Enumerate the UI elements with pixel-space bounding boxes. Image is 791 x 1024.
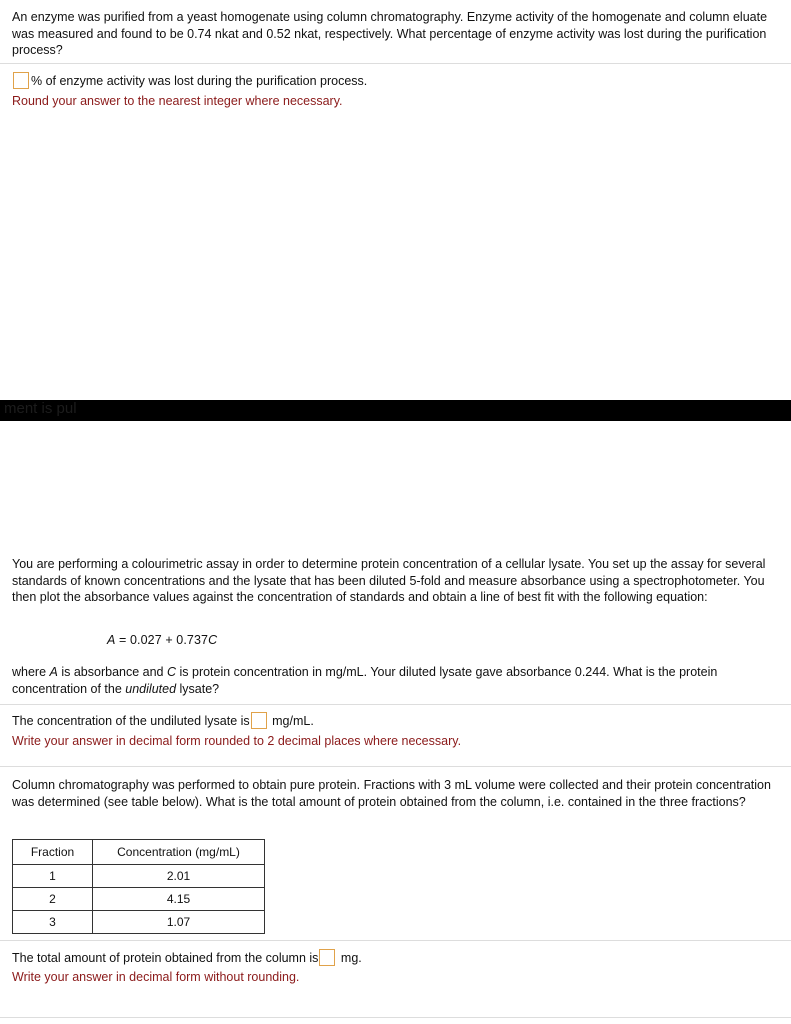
where-var-a: A: [49, 665, 58, 679]
table-header-concentration: Concentration (mg/mL): [93, 840, 265, 865]
band-ghost-text: ment is pul: [4, 400, 77, 417]
question-2-answer-line: [12, 712, 314, 730]
where-var-c: C: [166, 665, 177, 679]
question-2-hint: Write your answer in decimal form rounded to 2 decimal places where necessary.: [12, 734, 462, 748]
total-protein-answer-input[interactable]: [319, 949, 335, 966]
divider: [0, 704, 791, 705]
table-cell: 1.07: [93, 911, 265, 934]
where-part-1: where: [12, 665, 50, 679]
table-cell: 3: [13, 911, 93, 934]
percent-answer-input[interactable]: [13, 72, 29, 89]
divider: [0, 63, 791, 64]
question-2-text: You are performing a colourimetric assay in order to determine protein concentration of a cellular lysate. You set up the assay for several standards of known concentrations and the lysate that has been diluted 5-fold and measure absorbance using a spectrophotometer. You then plot the absorbance values against the concentration of standards and obtain a line of best fit with the following equation:: [12, 557, 766, 604]
table-cell: 2.01: [93, 865, 265, 888]
table-cell: 2: [13, 888, 93, 911]
table-row: [13, 911, 265, 934]
where-undiluted: undiluted: [125, 681, 177, 696]
divider: [0, 766, 791, 767]
question-1-text: An enzyme was purified from a yeast homogenate using column chromatography. Enzyme activity of the homogenate and column eluate was measured and found to be 0.74 nkat and 0.52 nkat, respectively. What percentage of enzyme activity was lost during the purification process?: [12, 10, 768, 57]
question-2-where-text: [12, 664, 782, 697]
black-separator-band: [0, 400, 791, 421]
divider: [0, 940, 791, 941]
question-3-answer-suffix: mg.: [340, 951, 362, 965]
question-3-text: Column chromatography was performed to obtain pure protein. Fractions with 3 mL volume were collected and their protein concentration was determined (see table below). What is the total amount of protein obtained from the column, i.e. contained in the three fractions?: [12, 778, 771, 809]
line-equation: [107, 633, 217, 647]
question-2-answer-prefix: The concentration of the undiluted lysate is: [12, 714, 250, 728]
question-3-answer-prefix: The total amount of protein obtained from the column is: [12, 951, 319, 965]
question-1-hint: Round your answer to the nearest integer where necessary.: [12, 94, 343, 108]
divider: [0, 1017, 791, 1018]
where-part-4: lysate?: [176, 681, 220, 696]
equation-lhs: A: [107, 633, 116, 647]
table-cell: 1: [13, 865, 93, 888]
question-1-answer-line: [12, 72, 367, 90]
concentration-answer-input[interactable]: [251, 712, 267, 729]
question-1-answer-suffix: % of enzyme activity was lost during the purification process.: [31, 74, 368, 88]
table-row: [13, 888, 265, 911]
fraction-table: [12, 839, 265, 934]
question-3-answer-line: [12, 949, 362, 967]
question-3-hint: Write your answer in decimal form without rounding.: [12, 970, 300, 984]
where-part-3: is protein concentration in mg/mL. Your diluted lysate gave absorbance 0.244. What is the protein concentration of the: [12, 665, 718, 696]
table-header-fraction: Fraction: [13, 840, 93, 865]
equation-rhs: = 0.027 + 0.737: [115, 633, 209, 647]
table-row: [13, 865, 265, 888]
question-2-answer-suffix: mg/mL.: [272, 714, 314, 728]
table-cell: 4.15: [93, 888, 265, 911]
where-part-2: is absorbance and: [57, 665, 167, 679]
equation-var: C: [208, 633, 218, 647]
table-header-row: [13, 840, 265, 865]
